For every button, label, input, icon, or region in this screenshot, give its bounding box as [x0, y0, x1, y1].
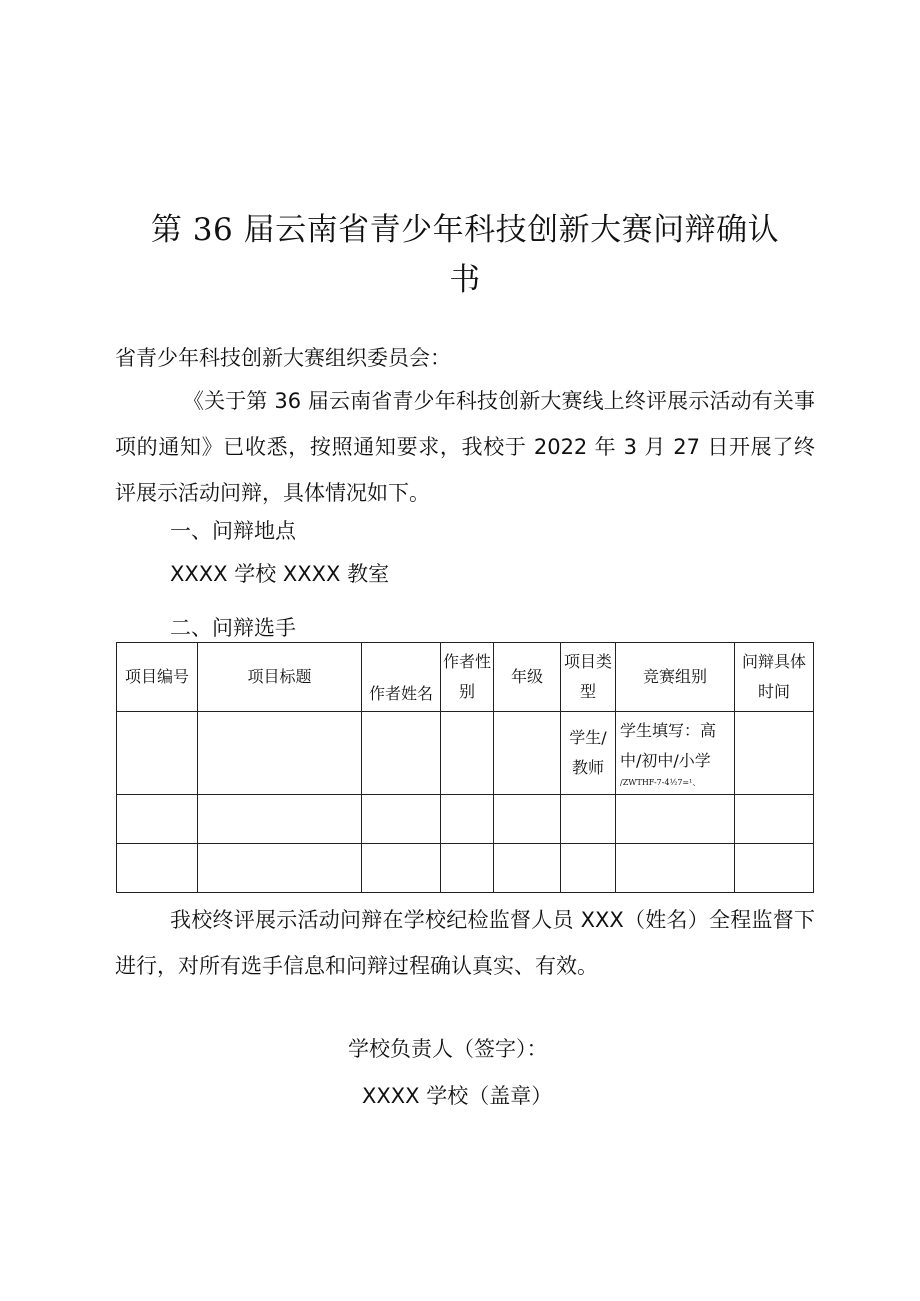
header-project-no: 项目编号	[117, 643, 198, 712]
category-garbled-text: /ZWTHF-7-4½7=¹、	[620, 778, 701, 787]
category-cell[interactable]	[616, 712, 735, 795]
table-cell[interactable]	[198, 712, 362, 795]
table-cell[interactable]	[198, 844, 362, 893]
table-cell[interactable]	[735, 795, 814, 844]
project-type-hint[interactable]: 学生/教师	[561, 712, 616, 795]
table-cell[interactable]	[735, 844, 814, 893]
table-cell[interactable]	[441, 844, 494, 893]
addressee: 省青少年科技创新大赛组织委员会：	[115, 346, 451, 370]
table-row	[117, 795, 814, 844]
signature-line: 学校负责人（签字）：	[348, 1037, 548, 1061]
seal-line: XXXX 学校（盖章）	[362, 1084, 553, 1108]
table-cell[interactable]	[494, 844, 561, 893]
table-cell[interactable]	[441, 795, 494, 844]
table-cell[interactable]	[616, 795, 735, 844]
header-project-type: 项目类型	[561, 643, 616, 712]
header-defense-time: 问辩具体时间	[735, 643, 814, 712]
table-cell[interactable]	[117, 712, 198, 795]
category-hint: 学生填写：高中/初中/小学	[620, 721, 717, 770]
header-author-gender: 作者性别	[441, 643, 494, 712]
location-text: XXXX 学校 XXXX 教室	[170, 562, 390, 586]
header-category: 竞赛组别	[616, 643, 735, 712]
table-cell[interactable]	[616, 844, 735, 893]
table-cell[interactable]	[494, 795, 561, 844]
table-cell[interactable]	[198, 795, 362, 844]
table-cell[interactable]	[362, 844, 441, 893]
header-grade: 年级	[494, 643, 561, 712]
table-cell[interactable]	[441, 712, 494, 795]
closing-paragraph: 我校终评展示活动问辩在学校纪检监督人员 XXX（姓名）全程监督下进行，对所有选手信息和问辩过程确认真实、有效。	[115, 908, 815, 978]
table-cell[interactable]	[561, 844, 616, 893]
table-cell[interactable]	[494, 712, 561, 795]
table-row	[117, 712, 814, 795]
table-cell[interactable]	[117, 795, 198, 844]
table-cell[interactable]	[362, 795, 441, 844]
table-row	[117, 844, 814, 893]
section-heading-contestants: 二、问辩选手	[170, 616, 296, 640]
table-cell[interactable]	[735, 712, 814, 795]
notice-paragraph: 《关于第 36 届云南省青少年科技创新大赛线上终评展示活动有关事项的通知》已收悉，按照通知要求，我校于 2022 年 3 月 27 日开展了终评展示活动问辩，具体情况如下。	[115, 389, 815, 505]
contestants-table	[116, 642, 814, 893]
header-project-title: 项目标题	[198, 643, 362, 712]
table-cell[interactable]	[362, 712, 441, 795]
table-header-row	[117, 643, 814, 712]
header-author-name: 作者姓名	[362, 643, 441, 712]
document-title: 第 36 届云南省青少年科技创新大赛问辩确认书	[150, 212, 780, 298]
table-cell[interactable]	[561, 795, 616, 844]
table-cell[interactable]	[117, 844, 198, 893]
section-heading-location: 一、问辩地点	[170, 519, 296, 543]
